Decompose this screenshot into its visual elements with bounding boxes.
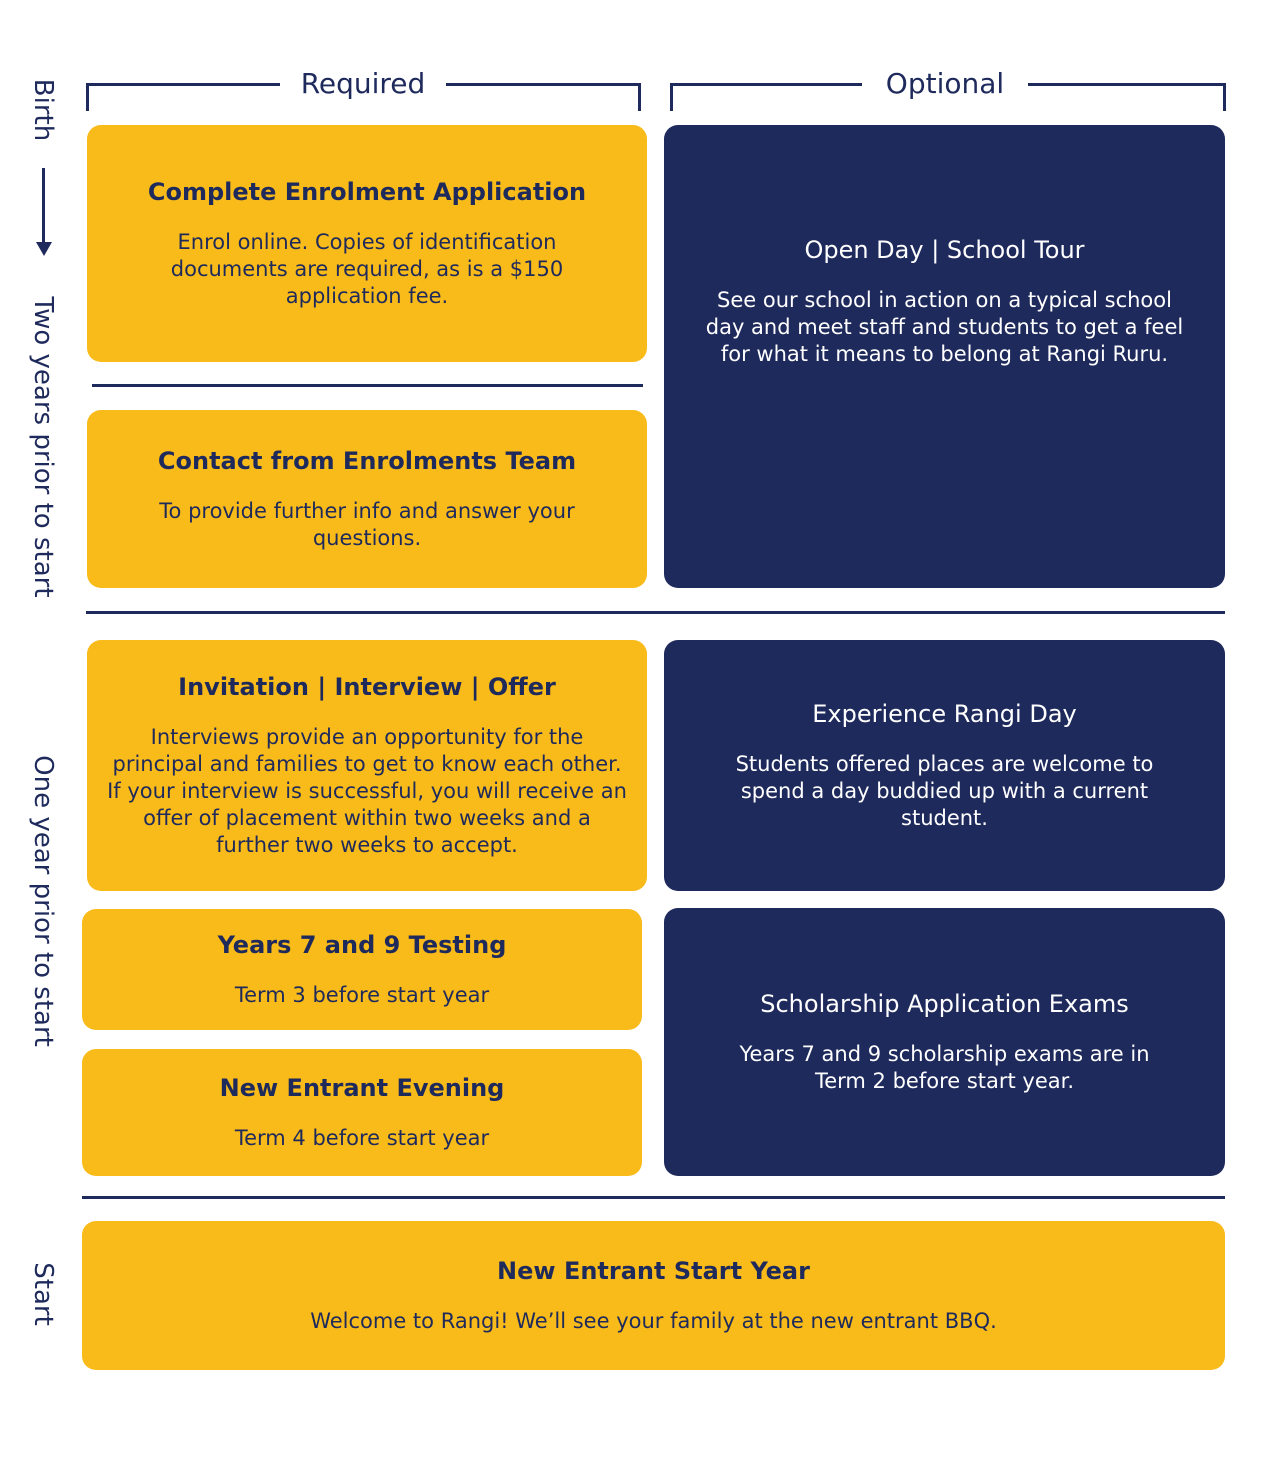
step-description: Term 4 before start year: [234, 1126, 490, 1150]
step-title: Scholarship Application Exams: [760, 990, 1129, 1018]
arrow-down-icon: [36, 242, 52, 256]
step-title: Contact from Enrolments Team: [157, 447, 577, 475]
step-description: Welcome to Rangi! We’ll see your family at the new entrant BBQ.: [310, 1309, 997, 1333]
required-header: Required: [280, 64, 446, 104]
step-card-experience-day: [664, 640, 1225, 891]
stage-label-start: Start: [28, 1262, 58, 1326]
step-title: Invitation | Interview | Offer: [178, 673, 556, 701]
step-title: Open Day | School Tour: [804, 236, 1085, 264]
step-title: Experience Rangi Day: [812, 700, 1077, 728]
step-description: Years 7 and 9 scholarship exams are in Term 2 before start year.: [739, 1042, 1150, 1093]
step-title: Complete Enrolment Application: [147, 178, 587, 206]
optional-header: Optional: [862, 64, 1028, 104]
step-title: New Entrant Evening: [219, 1074, 505, 1102]
step-title: New Entrant Start Year: [497, 1257, 810, 1285]
step-description: Interviews provide an opportunity for the principal and families to get to know each other. If your interview is successful, you will receive an offer of placement within two weeks and a further two weeks to accept.: [107, 725, 627, 857]
step-card-testing: [82, 909, 642, 1030]
divider-stage-start: [82, 1196, 1225, 1199]
step-description: Term 3 before start year: [234, 983, 490, 1007]
step-card-new-entrant-evening: [82, 1049, 642, 1176]
step-description: Students offered places are welcome to spend a day buddied up with a current student.: [735, 752, 1154, 830]
step-card-enrolments-contact: [87, 410, 647, 588]
step-description: To provide further info and answer your questions.: [159, 499, 575, 550]
divider-required-top: [92, 384, 643, 387]
step-card-interview-offer: [87, 640, 647, 891]
stage-label-two-years: Two years prior to start: [28, 296, 58, 598]
stage-label-birth: Birth: [28, 78, 58, 142]
step-description: See our school in action on a typical school day and meet staff and students to get a feel for what it means to belong at Rangi Ruru.: [705, 288, 1184, 366]
timeline-arrow-line: [42, 168, 45, 248]
stage-label-one-year: One year prior to start: [28, 755, 58, 1047]
divider-stage-two: [86, 611, 1225, 614]
step-card-open-day: [664, 125, 1225, 588]
step-card-enrolment-application: [87, 125, 647, 362]
step-title: Years 7 and 9 Testing: [217, 931, 507, 959]
step-card-start-year: [82, 1221, 1225, 1370]
step-description: Enrol online. Copies of identification documents are required, as is a $150 application fee.: [170, 230, 564, 308]
step-card-scholarship-exams: [664, 908, 1225, 1176]
